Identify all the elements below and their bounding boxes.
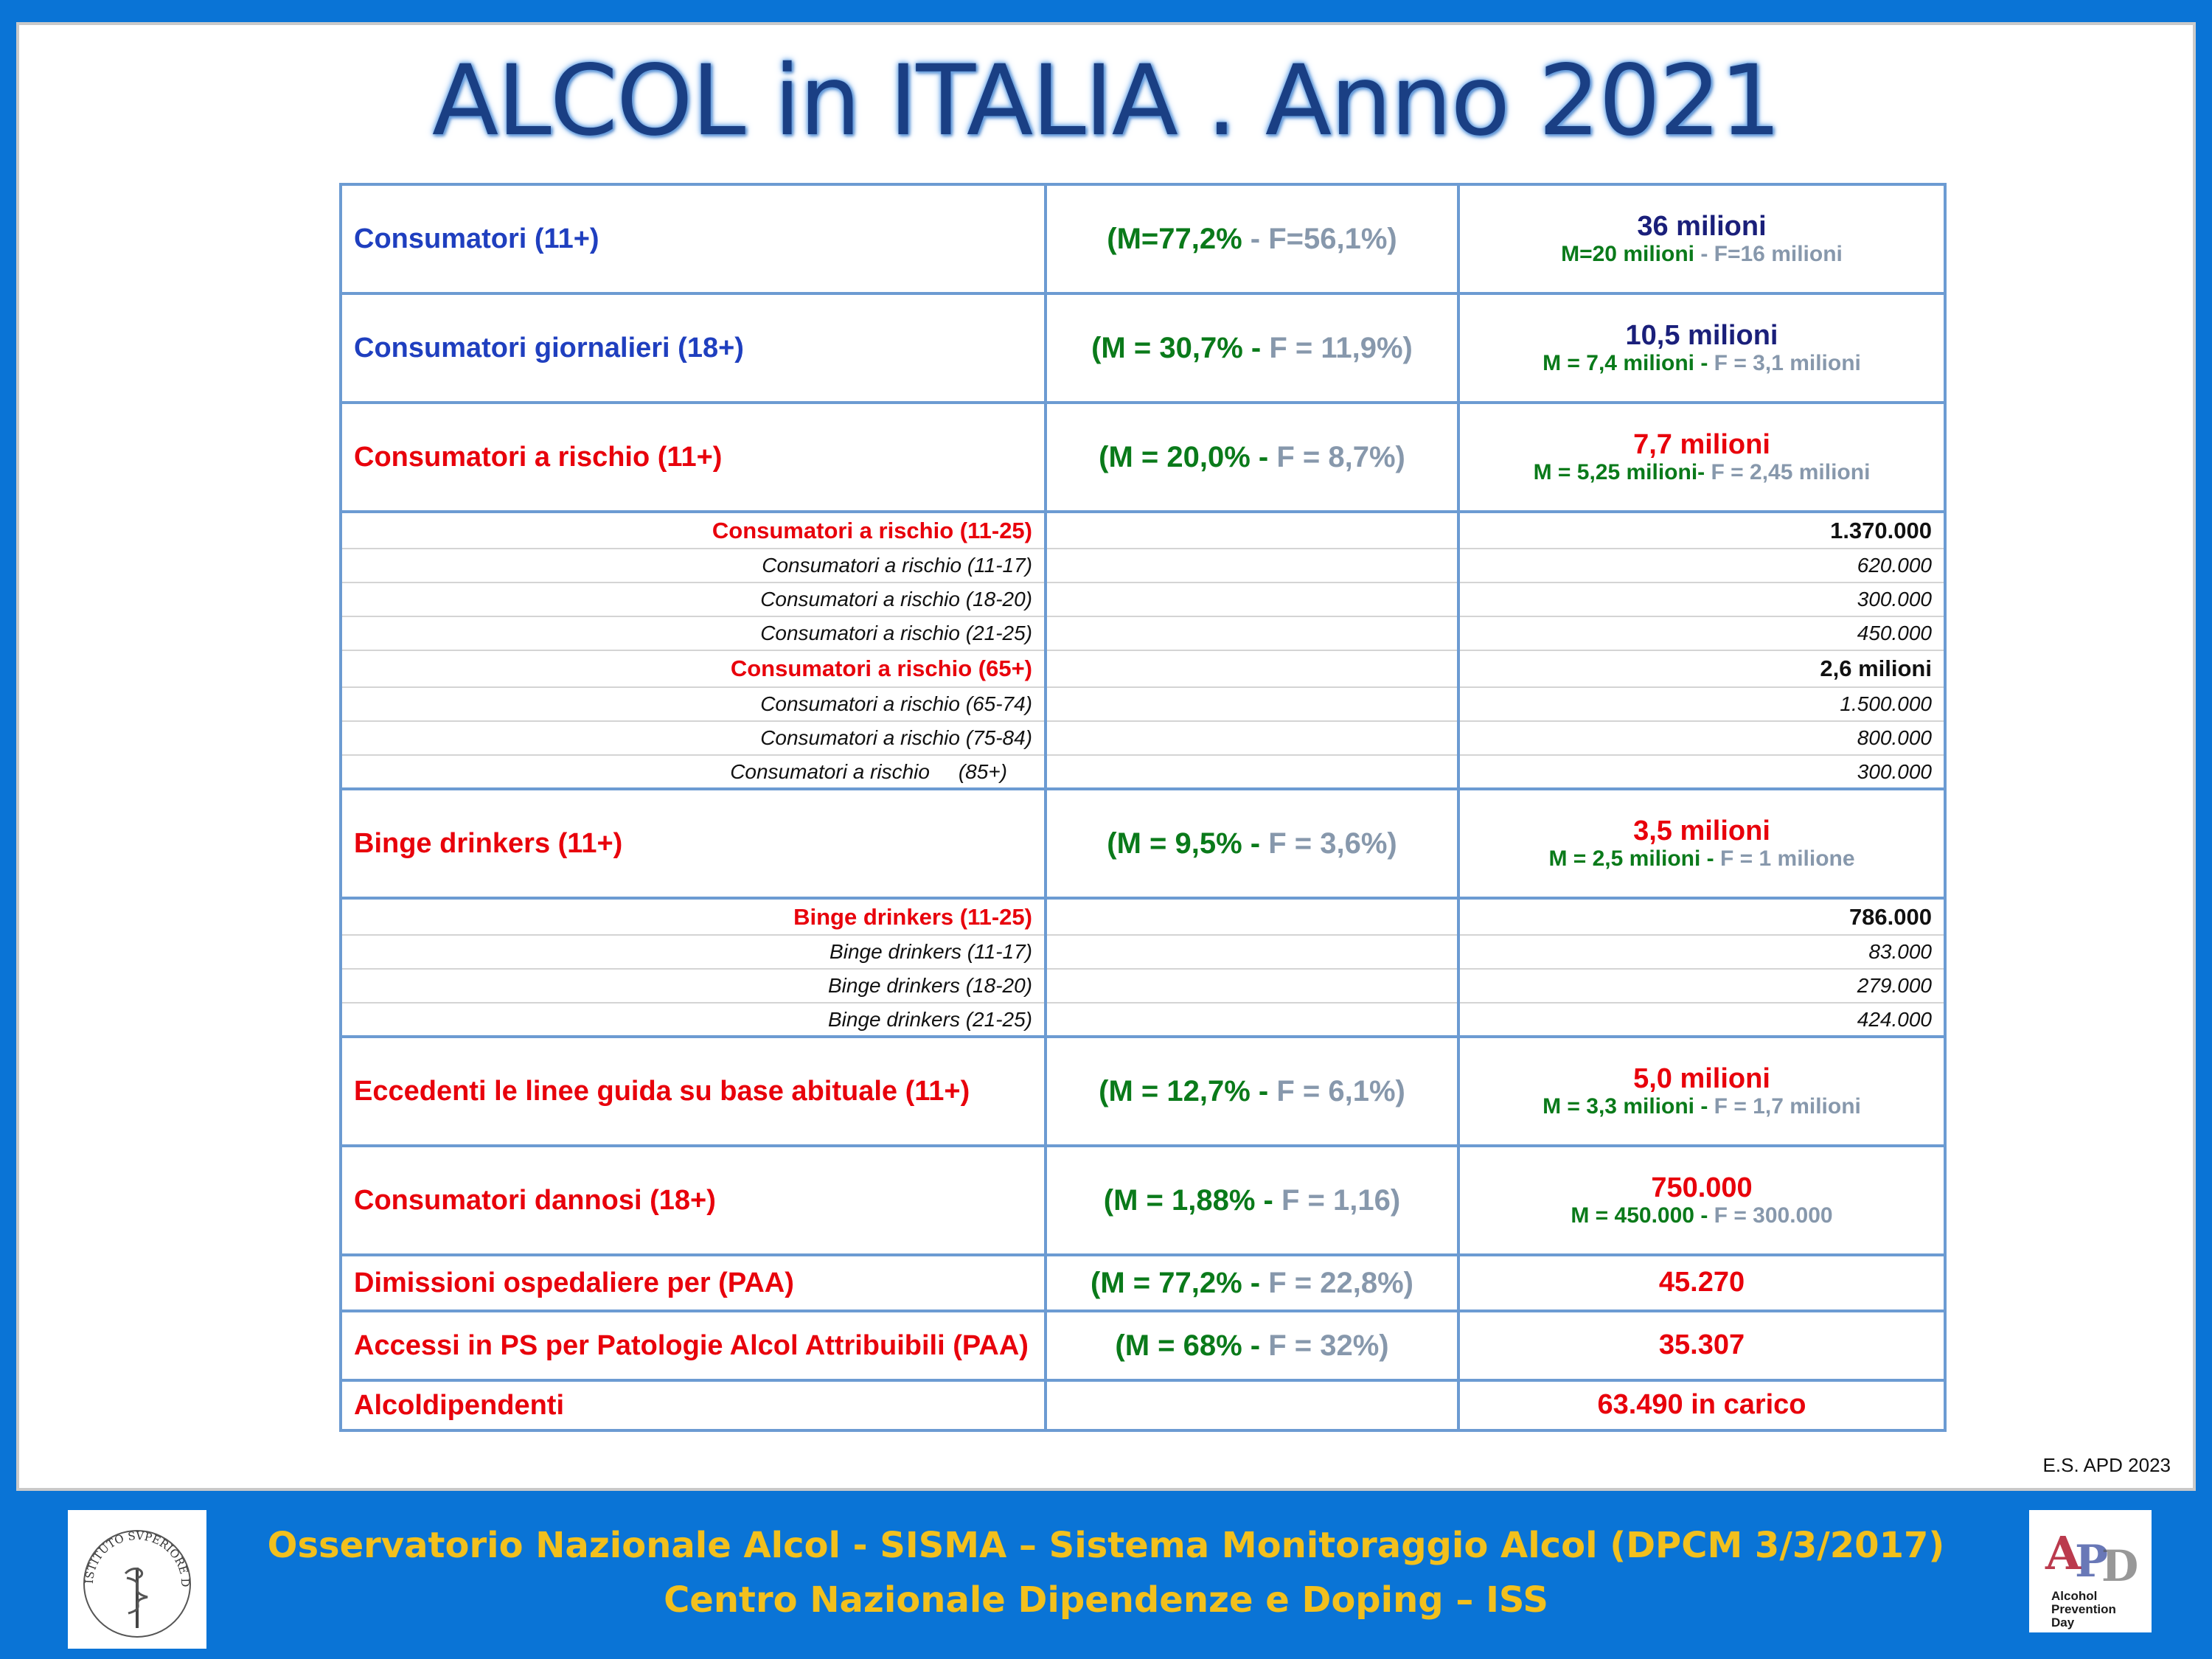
row-values: 3,5 milioni M = 2,5 milioni - F = 1 milione bbox=[1458, 789, 1945, 898]
svg-text:A: A bbox=[2045, 1526, 2081, 1580]
row-label: Eccedenti le linee guida su base abituale (11+) bbox=[341, 1037, 1046, 1146]
subrow-value: 1.370.000 bbox=[1458, 512, 1945, 549]
row-values: 10,5 milioni M = 7,4 milioni - F = 3,1 milioni bbox=[1458, 293, 1945, 403]
row-label: Consumatori (11+) bbox=[341, 184, 1046, 293]
row-percentages: (M = 68% - F = 32%) bbox=[1046, 1311, 1458, 1380]
table-subrow bbox=[341, 755, 1945, 789]
subrow-label: Consumatori a rischio (85+) bbox=[341, 755, 1046, 789]
subrow-label: Consumatori a rischio (21-25) bbox=[341, 616, 1046, 650]
row-label: Alcoldipendenti bbox=[341, 1380, 1046, 1430]
subrow-value: 450.000 bbox=[1458, 616, 1945, 650]
footer-line-2: Centro Nazionale Dipendenze e Doping – ISS bbox=[664, 1579, 1548, 1621]
page-title: ALCOL in ITALIA . Anno 2021 bbox=[431, 44, 1781, 158]
row-values: 63.490 in carico bbox=[1458, 1380, 1945, 1430]
row-percentages: (M=77,2% - F=56,1%) bbox=[1046, 184, 1458, 293]
table-subrow bbox=[341, 616, 1945, 650]
subrow-value: 620.000 bbox=[1458, 549, 1945, 582]
svg-text:Day: Day bbox=[2051, 1615, 2075, 1630]
row-percentages: (M = 77,2% - F = 22,8%) bbox=[1046, 1255, 1458, 1311]
svg-text:ISTITUTO SVPERIORE DI SANITÀ: ISTITUTO SVPERIORE D bbox=[82, 1528, 192, 1587]
svg-text:D: D bbox=[2101, 1541, 2139, 1591]
table-subrow bbox=[341, 512, 1945, 549]
svg-text:P: P bbox=[2075, 1536, 2109, 1587]
row-values: 36 milioni M=20 milioni - F=16 milioni bbox=[1458, 184, 1945, 293]
table-subrow bbox=[341, 898, 1945, 935]
subrow-value: 424.000 bbox=[1458, 1003, 1945, 1037]
row-values: 5,0 milioni M = 3,3 milioni - F = 1,7 milioni bbox=[1458, 1037, 1945, 1146]
subrow-value: 300.000 bbox=[1458, 582, 1945, 616]
table-subrow bbox=[341, 582, 1945, 616]
subrow-label: Consumatori a rischio (65+) bbox=[341, 650, 1046, 687]
table-subrow bbox=[341, 687, 1945, 721]
row-label: Dimissioni ospedaliere per (PAA) bbox=[341, 1255, 1046, 1311]
row-label: Consumatori a rischio (11+) bbox=[341, 403, 1046, 512]
subrow-label: Consumatori a rischio (11-17) bbox=[341, 549, 1046, 582]
table-row bbox=[341, 1037, 1945, 1146]
footer-line-1: Osservatorio Nazionale Alcol - SISMA – Sistema Monitoraggio Alcol (DPCM 3/3/2017) bbox=[267, 1525, 1945, 1566]
row-percentages: (M = 20,0% - F = 8,7%) bbox=[1046, 403, 1458, 512]
table-row bbox=[341, 293, 1945, 403]
subrow-value: 83.000 bbox=[1458, 935, 1945, 969]
row-values: 45.270 bbox=[1458, 1255, 1945, 1311]
table-subrow bbox=[341, 1003, 1945, 1037]
table-subrow bbox=[341, 650, 1945, 687]
table-row bbox=[341, 1380, 1945, 1430]
table-row bbox=[341, 1311, 1945, 1380]
table-row bbox=[341, 1146, 1945, 1255]
table-subrow bbox=[341, 969, 1945, 1003]
table-subrow bbox=[341, 721, 1945, 755]
subrow-label: Consumatori a rischio (75-84) bbox=[341, 721, 1046, 755]
table-row bbox=[341, 789, 1945, 898]
table-subrow bbox=[341, 935, 1945, 969]
row-values: 35.307 bbox=[1458, 1311, 1945, 1380]
table-row bbox=[341, 184, 1945, 293]
subrow-label: Binge drinkers (11-17) bbox=[341, 935, 1046, 969]
subrow-value: 279.000 bbox=[1458, 969, 1945, 1003]
subrow-label: Consumatori a rischio (18-20) bbox=[341, 582, 1046, 616]
row-percentages: (M = 1,88% - F = 1,16) bbox=[1046, 1146, 1458, 1255]
subrow-value: 2,6 milioni bbox=[1458, 650, 1945, 687]
row-label: Accessi in PS per Patologie Alcol Attribuibili (PAA) bbox=[341, 1311, 1046, 1380]
row-values: 7,7 milioni M = 5,25 milioni- F = 2,45 milioni bbox=[1458, 403, 1945, 512]
credit-text: E.S. APD 2023 bbox=[2042, 1454, 2171, 1476]
subrow-value: 1.500.000 bbox=[1458, 687, 1945, 721]
subrow-label: Consumatori a rischio (65-74) bbox=[341, 687, 1046, 721]
subrow-label: Binge drinkers (11-25) bbox=[341, 898, 1046, 935]
subrow-label: Binge drinkers (21-25) bbox=[341, 1003, 1046, 1037]
subrow-label: Consumatori a rischio (11-25) bbox=[341, 512, 1046, 549]
subrow-label: Binge drinkers (18-20) bbox=[341, 969, 1046, 1003]
table-row bbox=[341, 403, 1945, 512]
statistics-table bbox=[339, 183, 1947, 1432]
row-values: 750.000 M = 450.000 - F = 300.000 bbox=[1458, 1146, 1945, 1255]
svg-text:Alcohol: Alcohol bbox=[2051, 1589, 2098, 1603]
row-label: Binge drinkers (11+) bbox=[341, 789, 1046, 898]
table-subrow bbox=[341, 549, 1945, 582]
subrow-value: 800.000 bbox=[1458, 721, 1945, 755]
row-label: Consumatori dannosi (18+) bbox=[341, 1146, 1046, 1255]
row-label: Consumatori giornalieri (18+) bbox=[341, 293, 1046, 403]
row-percentages: (M = 30,7% - F = 11,9%) bbox=[1046, 293, 1458, 403]
row-percentages: (M = 9,5% - F = 3,6%) bbox=[1046, 789, 1458, 898]
subrow-value: 300.000 bbox=[1458, 755, 1945, 789]
subrow-value: 786.000 bbox=[1458, 898, 1945, 935]
svg-text:Prevention: Prevention bbox=[2051, 1602, 2116, 1616]
row-percentages: (M = 12,7% - F = 6,1%) bbox=[1046, 1037, 1458, 1146]
table-row bbox=[341, 1255, 1945, 1311]
